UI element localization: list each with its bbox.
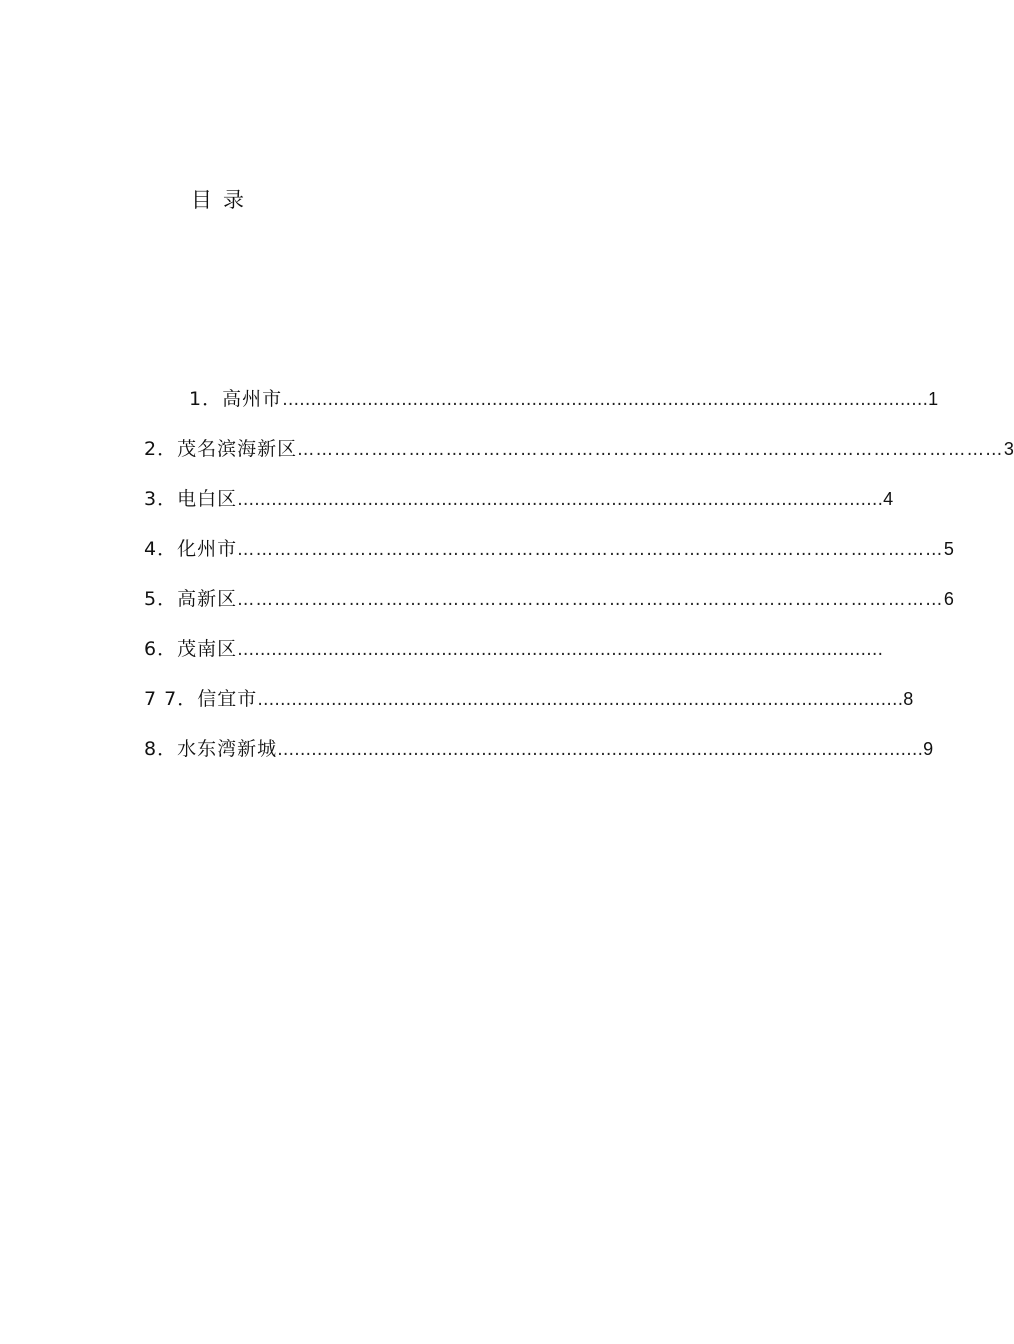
toc-leader-dots: …………………………………………………………………………………………………… xyxy=(257,690,904,710)
toc-entry-label: 8．水东湾新城 xyxy=(144,738,278,760)
toc-entry-page: 6 xyxy=(943,589,954,609)
toc-entry-page: 1 xyxy=(928,389,939,409)
toc-entry[interactable] xyxy=(144,485,894,513)
toc-leader-dots: …………………………………………………………………………………………………… xyxy=(282,390,929,410)
toc-entry-label: 6．茂南区 xyxy=(144,638,238,660)
toc-entry-page: 3 xyxy=(1003,439,1014,459)
toc-entry[interactable] xyxy=(144,435,1014,463)
toc-entry-label: 4．化州市 xyxy=(144,538,238,560)
toc-leader-dots: …………………………………………………………………………………………………… xyxy=(237,590,944,610)
toc-entry[interactable] xyxy=(144,585,954,613)
toc-title: 目录 xyxy=(191,188,255,212)
toc-leader-dots: …………………………………………………………………………………………………… xyxy=(277,740,924,760)
toc-leader-dots: …………………………………………………………………………………………………… xyxy=(237,640,884,660)
toc-leader-dots: …………………………………………………………………………………………………… xyxy=(297,440,1004,460)
toc-entry-page: 9 xyxy=(923,739,934,759)
toc-entry-label: 2．茂名滨海新区 xyxy=(144,438,298,460)
toc-entry[interactable] xyxy=(144,685,914,713)
toc-entry-label: 7 7．信宜市 xyxy=(144,688,258,710)
toc-entry[interactable] xyxy=(144,635,884,663)
toc-entry-label: 3．电白区 xyxy=(144,488,238,510)
toc-entry-label: 5．高新区 xyxy=(144,588,238,610)
toc-entry-page: 5 xyxy=(943,539,954,559)
toc-entry-label: 1．高州市 xyxy=(189,388,283,410)
toc-leader-dots: …………………………………………………………………………………………………… xyxy=(237,540,944,560)
toc-entry-page: 4 xyxy=(883,489,894,509)
toc-entry[interactable] xyxy=(189,385,939,413)
toc-entry-page: 8 xyxy=(903,689,914,709)
toc-leader-dots: …………………………………………………………………………………………………… xyxy=(237,490,884,510)
toc-entry[interactable] xyxy=(144,735,934,763)
toc-entry[interactable] xyxy=(144,535,954,563)
